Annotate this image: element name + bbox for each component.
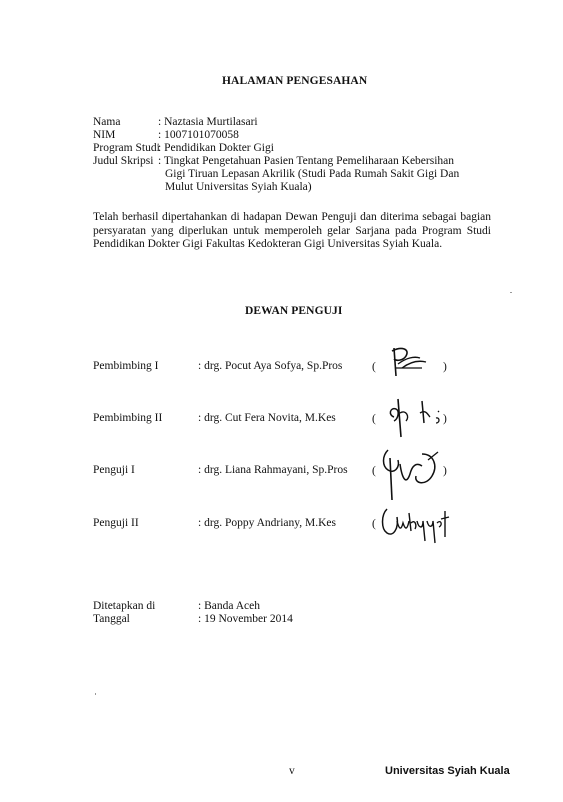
signature-close-bracket: ) bbox=[443, 413, 447, 425]
signature-open-bracket: ( bbox=[372, 518, 376, 530]
signature-2 bbox=[386, 395, 444, 444]
label-nim: NIM bbox=[93, 129, 116, 141]
signature-open-bracket: ( bbox=[372, 465, 376, 477]
value-judul-skripsi: : Tingkat Pengetahuan Pasien Tentang Pemeliharaan Kebersihan bbox=[158, 155, 455, 167]
examiner-role: Penguji I bbox=[93, 464, 135, 476]
examiner-role: Pembimbing I bbox=[93, 360, 159, 372]
signature-close-bracket: ) bbox=[443, 465, 447, 477]
page-number: v bbox=[289, 765, 295, 777]
value-program-studi: : Pendidikan Dokter Gigi bbox=[158, 142, 274, 154]
signature-close-bracket: ) bbox=[443, 361, 447, 373]
label-nama: Nama bbox=[93, 116, 121, 128]
signature-3 bbox=[378, 446, 442, 507]
footer-institution: Universitas Syiah Kuala bbox=[385, 765, 510, 777]
examiner-role: Pembimbing II bbox=[93, 412, 163, 424]
signature-open-bracket: ( bbox=[372, 413, 376, 425]
signature-4 bbox=[379, 503, 453, 552]
label-judul-skripsi: Judul Skripsi bbox=[93, 155, 154, 167]
value-judul-line-2: Gigi Tiruan Lepasan Akrilik (Studi Pada Rumah Sakit Gigi Dan bbox=[165, 168, 460, 180]
statement-paragraph: Telah berhasil dipertahankan di hadapan Dewan Penguji dan diterima sebagai bagian persyaratan yang diperlukan untuk memperoleh gelar Sarjana pada Program Studi Pendidikan Dokter Gigi Fakultas Kedokteran Gigi Universitas Syiah Kuala. bbox=[93, 211, 491, 250]
page-title: HALAMAN PENGESAHAN bbox=[222, 75, 368, 87]
board-title: DEWAN PENGUJI bbox=[245, 305, 343, 317]
value-ditetapkan-di: : Banda Aceh bbox=[198, 600, 260, 612]
examiner-role: Penguji II bbox=[93, 517, 139, 529]
label-program-studi: Program Studi bbox=[93, 142, 160, 154]
scan-speck bbox=[95, 693, 96, 695]
scan-speck bbox=[510, 292, 512, 293]
examiner-name: : drg. Poppy Andriany, M.Kes bbox=[198, 517, 336, 529]
label-tanggal: Tanggal bbox=[93, 613, 130, 625]
value-nama: : Naztasia Murtilasari bbox=[158, 116, 258, 128]
examiner-name: : drg. Pocut Aya Sofya, Sp.Pros bbox=[198, 360, 343, 372]
signature-open-bracket: ( bbox=[372, 361, 376, 373]
examiner-name: : drg. Cut Fera Novita, M.Kes bbox=[198, 412, 336, 424]
examiner-name: : drg. Liana Rahmayani, Sp.Pros bbox=[198, 464, 348, 476]
value-nim: : 1007101070058 bbox=[158, 129, 239, 141]
value-judul-line-3: Mulut Universitas Syiah Kuala) bbox=[165, 181, 312, 193]
label-ditetapkan-di: Ditetapkan di bbox=[93, 600, 156, 612]
signature-1 bbox=[384, 346, 434, 383]
value-tanggal: : 19 November 2014 bbox=[198, 613, 293, 625]
